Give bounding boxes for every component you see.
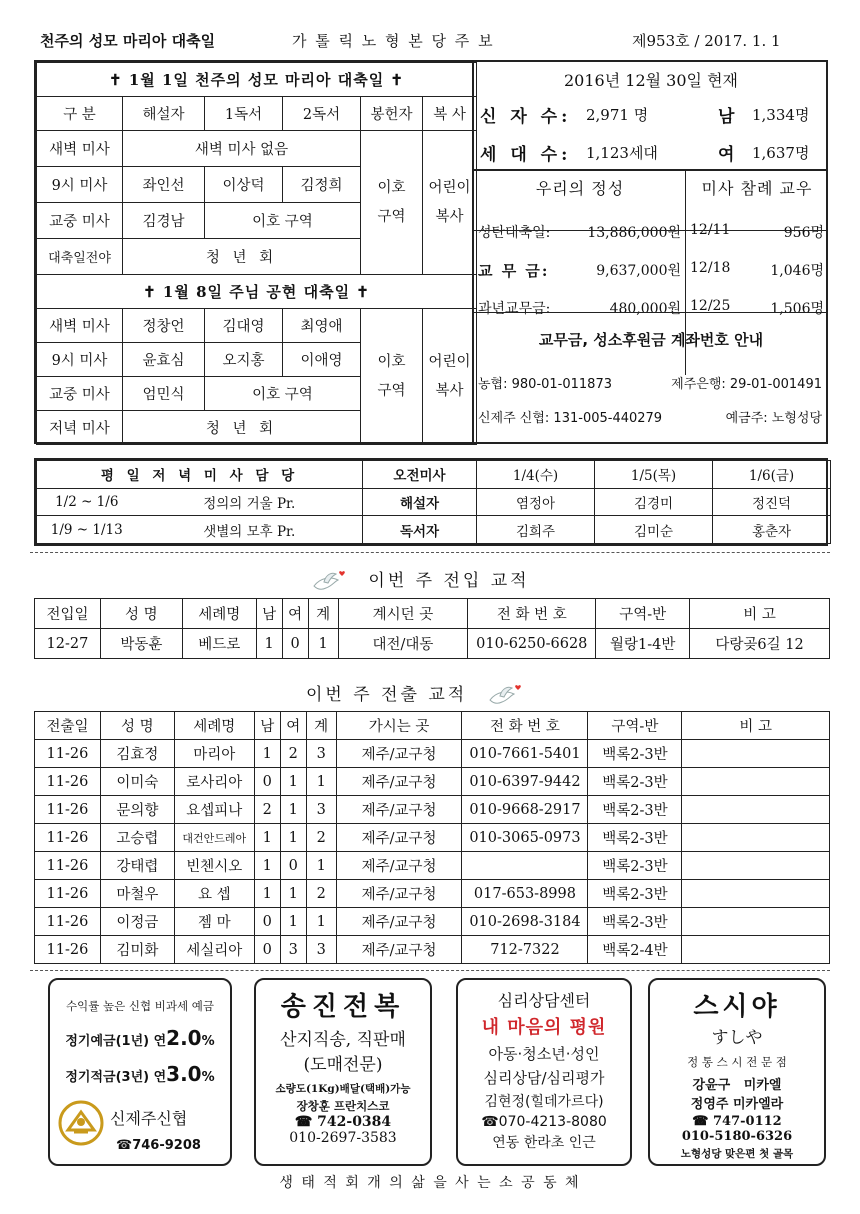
cell: 백록2-3반 [588,908,682,936]
reader-2: 김정희 [283,167,361,203]
cell: 이미숙 [100,768,174,796]
ad-line: 정영주 미카엘라 [690,1097,784,1112]
col-header: 2독서 [283,97,361,131]
cell: 대건안드레아 [174,824,254,852]
ad-phone: ☎ 742-0384 [294,1114,392,1130]
census-date: 2016년 12월 30일 현재 [564,71,738,90]
ad-name: 스시야 [693,992,781,1022]
col-header: 계시던 곳 [338,599,468,629]
commentator: 정창언 [123,309,205,343]
col-header: 전 화 번 호 [468,599,596,629]
cell: 박동훈 [100,629,182,659]
offering-value: 480,000원 [609,301,681,317]
ad-line: 산지직송, 직판매 [280,1030,406,1050]
ad-percent: % [201,1070,215,1085]
cell: 백록2-3반 [588,880,682,908]
ad-line: 장창훈 프란치스코 [296,1099,390,1113]
cell: 712-7322 [462,936,588,964]
cell: 1 [280,908,306,936]
cell: 마철우 [100,880,174,908]
feast-title: 천주의 성모 마리아 대축일 [40,32,216,50]
bulletin-header [32,28,832,54]
mass-note: 새벽 미사 없음 [123,131,361,167]
issue-number: 제953호 / 2017. 1. 1 [632,32,781,50]
dove-icon [310,568,350,596]
cell: 11-26 [35,740,101,768]
table-row [35,768,830,796]
commentator: 김경남 [123,203,205,239]
cell [462,852,588,880]
cell: 백록2-3반 [588,768,682,796]
server: 어린이 복사 [428,353,471,399]
table-header-row [35,599,830,629]
col-header: 비 고 [690,599,830,629]
cell: 1 [254,880,280,908]
period: 1/9 ~ 1/13 [37,516,137,544]
offering-label: 성탄대축일: [478,225,551,241]
cell: 12-27 [35,629,101,659]
mass-name: 교중 미사 [37,377,123,411]
reader-label: 독서자 [363,516,477,544]
col-header: 가시는 곳 [336,712,462,740]
reader: 김미순 [595,516,713,544]
cell: 11-26 [35,796,101,824]
jan1-title: ✝ 1월 1일 천주의 성모 마리아 대축일 ✝ [37,63,477,97]
col-header: 세례명 [174,712,254,740]
cell: 백록2-3반 [588,852,682,880]
transfer-in-title: 이번 주 전입 교적 [368,571,530,591]
reader-1: 오지홍 [205,343,283,377]
cell [682,796,830,824]
cell: 다랑곶6길 12 [690,629,830,659]
commentator: 좌인선 [123,167,205,203]
ad-line: 소량도(1Kg)배달(택배)가능 [275,1083,411,1095]
reader: 홍춘자 [713,516,831,544]
server-cell [423,309,477,445]
cell: 백록2-4반 [588,936,682,964]
cell: 11-26 [35,936,101,964]
table-row [35,796,830,824]
col-header: 세례명 [182,599,256,629]
bank-nonghyup: 농협: 980-01-011873 [478,377,612,392]
ad-headline: 수익률 높은 신협 비과세 예금 [66,999,214,1013]
cell: 0 [280,852,306,880]
commentator: 정진덕 [713,488,831,516]
cell: 0 [254,936,280,964]
mass-note: 청 년 회 [123,239,361,275]
col-header: 전 화 번 호 [462,712,588,740]
account-info [474,312,828,446]
cell: 0 [282,629,308,659]
table-header-row [35,712,830,740]
reader-1: 김대영 [205,309,283,343]
ad-phone: ☎746-9208 [116,1138,201,1153]
ad-name: 송진전복 [280,992,406,1022]
attendance-title: 미사 참례 교우 [701,179,813,198]
mass-note: 청 년 회 [123,411,361,445]
table-row [35,880,830,908]
cell [682,936,830,964]
believers-count: 2,971 명 [586,106,649,124]
reader-2: 최영애 [283,309,361,343]
attendance-date: 12/18 [690,260,731,276]
commentator: 엄민식 [123,377,205,411]
cell: 1 [306,768,336,796]
female-count: 1,637명 [752,144,810,162]
cell: 010-3065-0973 [462,824,588,852]
cell: 1 [254,852,280,880]
ad-name: 신제주신협 [110,1109,188,1128]
reader-2: 이애영 [283,343,361,377]
attendance-date: 12/11 [690,222,731,238]
col-header: 구역-반 [588,712,682,740]
offerer: 이호 구역 [377,179,406,225]
ad-jp-name: すしや [711,1028,763,1048]
commentator: 윤효심 [123,343,205,377]
offerer-cell [361,309,423,445]
table-row [35,908,830,936]
bank-jeju: 제주은행: 29-01-001491 [671,377,822,392]
weekday-mass [34,458,828,546]
cell: 제주/교구청 [336,796,462,824]
table-row [35,629,830,659]
mass-name: 9시 미사 [37,167,123,203]
cell: 3 [306,740,336,768]
reader: 김희주 [477,516,595,544]
bulletin-name: 가 톨 릭 노 형 본 당 주 보 [292,32,495,50]
cell [682,768,830,796]
offerer: 이호 구역 [377,353,406,399]
cell [682,908,830,936]
weekday-title: 평 일 저 녁 미 사 담 당 [37,461,363,489]
cell: 1 [254,740,280,768]
account-holder: 예금주: 노형성당 [725,411,822,426]
transfer-in-heading [310,566,530,596]
cell [682,824,830,852]
cell: 2 [280,740,306,768]
cell: 2 [254,796,280,824]
cell: 010-2698-3184 [462,908,588,936]
cell: 1 [306,852,336,880]
bank-credit-union: 신제주 신협: 131-005-440279 [478,411,663,426]
group: 정의의 거울 Pr. [137,488,363,516]
cell: 1 [280,796,306,824]
ad-line: 심리상담/심리평가 [483,1069,605,1087]
cell: 베드로 [182,629,256,659]
mass-name: 저녁 미사 [37,411,123,445]
cell: 1 [280,880,306,908]
cell: 고승렵 [100,824,174,852]
ad-brand: 내 마음의 평원 [481,1017,607,1038]
parish-stats [474,60,828,444]
account-title: 교무금, 성소후원금 계좌번호 안내 [538,331,764,349]
ad-line: 노형성당 맞은편 첫 골목 [680,1148,794,1160]
readers-group: 이호 구역 [205,377,361,411]
ad-phone: ☎ 747-0112 [692,1114,782,1129]
cell: 3 [280,936,306,964]
cell: 3 [306,796,336,824]
households-label: 세 대 수: [480,145,572,165]
cell: 백록2-3반 [588,740,682,768]
table-row [35,740,830,768]
households-count: 1,123세대 [586,144,658,162]
ad-savings-rate: 3.0 [166,1062,202,1086]
cell: 11-26 [35,768,101,796]
cell: 1 [280,824,306,852]
cell: 1 [256,629,282,659]
footer-motto: 생 태 적 회 개 의 삶 을 사 는 소 공 동 체 [279,1175,581,1191]
cell: 백록2-3반 [588,824,682,852]
readers-group: 이호 구역 [205,203,361,239]
cell: 요 셉 [174,880,254,908]
cell: 017-653-8998 [462,880,588,908]
ad-percent: % [201,1034,215,1049]
ad-phone: ☎070-4213-8080 [481,1114,607,1130]
col-header: 성 명 [100,712,174,740]
table-row [35,936,830,964]
dove-icon [486,682,526,710]
ad-counseling [456,978,632,1166]
census-box [474,62,828,170]
commentator: 염정아 [477,488,595,516]
attendance-date: 12/25 [690,298,731,314]
mass-name: 새벽 미사 [37,309,123,343]
cell: 제주/교구청 [336,852,462,880]
cell [682,852,830,880]
offering-title: 우리의 정성 [535,179,625,198]
offering-label: 교 무 금: [478,262,550,280]
table-row [35,824,830,852]
day-header: 1/6(금) [713,461,831,489]
ad-line: 강윤구 미카엘 [692,1078,782,1093]
offering-label: 과년교무금: [478,301,551,317]
cell: 010-6250-6628 [468,629,596,659]
offering-value: 9,637,000원 [596,263,681,279]
divider [30,970,830,971]
cell: 젬 마 [174,908,254,936]
col-header: 비 고 [682,712,830,740]
ad-credit-union [48,978,232,1166]
col-header: 남 [256,599,282,629]
col-header: 봉헌자 [361,97,423,131]
cell: 김효정 [100,740,174,768]
cell: 11-26 [35,852,101,880]
male-count: 1,334명 [752,106,810,124]
ad-name: 심리상담센터 [497,991,591,1010]
col-header: 여 [282,599,308,629]
offerer-cell [361,131,423,275]
attendance-count: 1,506명 [770,301,824,317]
cell: 1 [306,908,336,936]
cell: 제주/교구청 [336,768,462,796]
table-row [35,852,830,880]
commentator: 김경미 [595,488,713,516]
cell: 010-7661-5401 [462,740,588,768]
cell: 2 [306,880,336,908]
cell: 1 [254,824,280,852]
divider [30,552,830,553]
cell: 빈첸시오 [174,852,254,880]
cell: 백록2-3반 [588,796,682,824]
col-header: 1독서 [205,97,283,131]
group: 샛별의 모후 Pr. [137,516,363,544]
cell [682,740,830,768]
ad-sushi [648,978,826,1166]
col-header: 여 [280,712,306,740]
morning-mass-label: 오전미사 [363,461,477,489]
ad-savings-label: 정기적금(3년) 연 [65,1070,167,1085]
cell: 김미화 [100,936,174,964]
server: 어린이 복사 [428,179,471,225]
col-header: 성 명 [100,599,182,629]
cell: 강태렵 [100,852,174,880]
col-header: 계 [308,599,338,629]
ad-line: 김현정(힐데가르다) [484,1094,604,1110]
reader-1: 이상덕 [205,167,283,203]
col-header: 전출일 [35,712,101,740]
col-header: 전입일 [35,599,101,629]
transfer-out-table [34,711,830,964]
cell: 010-6397-9442 [462,768,588,796]
period: 1/2 ~ 1/6 [37,488,137,516]
attendance-count: 1,046명 [770,263,824,279]
transfer-in-table [34,598,830,659]
day-header: 1/4(수) [477,461,595,489]
ad-phone: 010-5180-6326 [681,1129,793,1144]
col-header: 계 [306,712,336,740]
mass-name: 교중 미사 [37,203,123,239]
cell: 로사리아 [174,768,254,796]
cell: 1 [280,768,306,796]
attendance-count: 956명 [783,225,824,241]
col-header: 남 [254,712,280,740]
col-header: 구 분 [37,97,123,131]
col-header: 복 사 [423,97,477,131]
mass-name: 새벽 미사 [37,131,123,167]
commentator-label: 해설자 [363,488,477,516]
cell: 세실리아 [174,936,254,964]
female-label: 여 [718,145,739,165]
offering-value: 13,886,000원 [587,225,681,241]
cell: 문의향 [100,796,174,824]
col-header: 구역-반 [596,599,690,629]
cell: 이정금 [100,908,174,936]
cell: 11-26 [35,824,101,852]
cell: 요셉피나 [174,796,254,824]
cell: 마리아 [174,740,254,768]
ad-line: (도매전문) [303,1055,383,1075]
cell: 제주/교구청 [336,740,462,768]
cell: 제주/교구청 [336,824,462,852]
ad-deposit-label: 정기예금(1년) 연 [65,1034,167,1049]
credit-union-logo [58,1100,104,1150]
cell: 0 [254,908,280,936]
ad-phone: 010-2697-3583 [289,1130,397,1146]
male-label: 남 [718,107,739,127]
cell [682,880,830,908]
cell: 제주/교구청 [336,880,462,908]
liturgy-schedule [34,60,474,444]
cell: 3 [306,936,336,964]
mass-name: 9시 미사 [37,343,123,377]
ad-line: 정 통 스 시 전 문 점 [687,1055,787,1069]
cell: 대전/대동 [338,629,468,659]
ad-line: 아동·청소년·성인 [488,1045,600,1063]
transfer-out-heading [306,680,526,710]
cell: 제주/교구청 [336,908,462,936]
ad-bokjip [254,978,432,1166]
server-cell [423,131,477,275]
cell: 0 [254,768,280,796]
ad-line: 연동 한라초 인근 [492,1135,596,1151]
day-header: 1/5(목) [595,461,713,489]
cell: 010-9668-2917 [462,796,588,824]
ad-deposit-rate: 2.0 [166,1026,202,1050]
believers-label: 신 자 수: [480,107,572,127]
cell: 월랑1-4반 [596,629,690,659]
mass-name: 대축일전야 [37,239,123,275]
cell: 2 [306,824,336,852]
jan8-title: ✝ 1월 8일 주님 공현 대축일 ✝ [37,275,477,309]
cell: 11-26 [35,880,101,908]
cell: 제주/교구청 [336,936,462,964]
cell: 11-26 [35,908,101,936]
transfer-out-title: 이번 주 전출 교적 [306,685,468,705]
col-header: 해설자 [123,97,205,131]
cell: 1 [308,629,338,659]
